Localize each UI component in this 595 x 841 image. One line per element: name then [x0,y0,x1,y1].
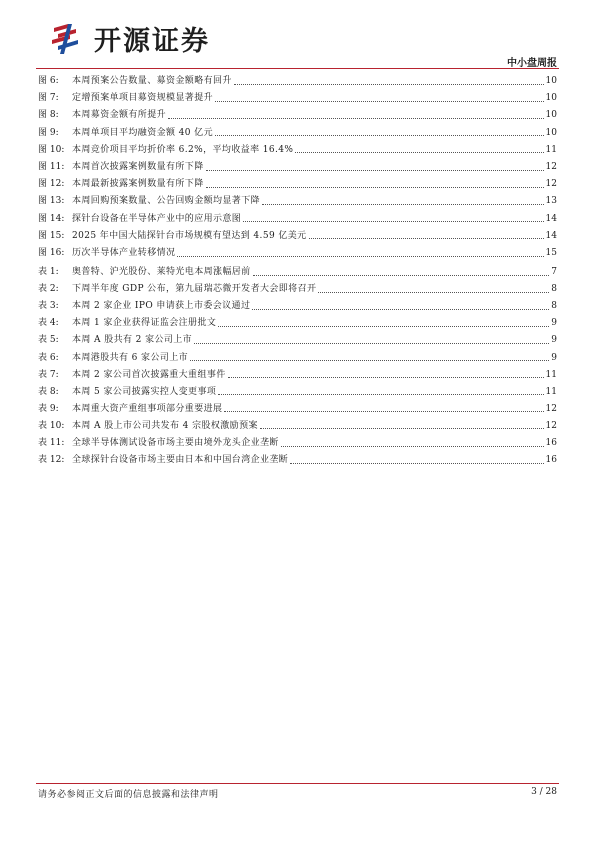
dot-leader [206,187,544,188]
figure-label: 图 12: [38,179,65,190]
table-title: 本周重大资产重组事项部分重要进展 [72,403,223,414]
figure-label: 图 9: [38,127,59,138]
figure-label: 图 7: [38,93,59,104]
table-label: 表 12: [38,455,65,466]
footer-disclaimer: 请务必参阅正文后面的信息披露和法律声明 [38,790,219,800]
figure-entry[interactable] [38,212,557,226]
table-label: 表 6: [38,352,59,363]
figure-entry[interactable] [38,229,557,243]
table-label: 表 5: [38,335,59,346]
table-entry[interactable] [38,299,557,313]
logo-mark-icon [48,20,92,56]
table-entry[interactable] [38,265,557,279]
table-page-number: 12 [545,420,557,431]
figure-page-number: 12 [545,179,557,190]
figure-page-number: 10 [545,110,557,121]
dot-leader [206,170,544,171]
dot-leader [218,394,543,395]
report-type-label: 中小盘周报 [507,58,557,69]
dot-leader [309,238,544,239]
header-rule [36,68,559,69]
table-page-number: 7 [551,267,557,277]
logo-text: 开源证券 [94,25,210,57]
figure-label: 图 8: [38,110,59,121]
dot-leader [243,221,543,222]
figure-page-number: 13 [545,196,557,207]
table-page-number: 8 [551,301,557,312]
table-label: 表 8: [38,386,59,397]
figure-title: 历次半导体产业转移情况 [72,248,176,258]
dot-leader [262,204,544,205]
figure-title: 本周回购预案数量、公告回购金额均显著下降 [72,196,261,207]
dot-leader [295,152,543,153]
dot-leader [218,326,549,327]
table-title: 本周 A 股共有 2 家公司上市 [72,335,193,346]
table-page-number: 8 [551,284,557,295]
table-label: 表 2: [38,284,59,295]
table-label: 表 7: [38,369,59,380]
figure-label: 图 15: [38,230,65,241]
figure-label: 图 11: [38,162,65,172]
table-entry[interactable] [38,419,557,433]
dot-leader [168,118,544,119]
dot-leader [228,377,544,378]
table-page-number: 9 [551,318,557,329]
table-entry[interactable] [38,333,557,347]
figure-title: 本周最新披露案例数量有所下降 [72,179,204,190]
table-page-number: 9 [551,335,557,346]
figure-entry[interactable] [38,177,557,191]
figure-title: 探针台设备在半导体产业中的应用示意图 [72,213,242,224]
table-label: 表 1: [38,267,59,277]
table-title: 本周 2 家企业 IPO 申请获上市委会议通过 [72,301,251,312]
table-label: 表 11: [38,438,65,448]
table-title: 下周半年度 GDP 公布，第九届瑞芯微开发者大会即将召开 [72,284,317,295]
dot-leader [224,411,543,412]
figure-entry[interactable] [38,91,557,105]
figure-page-number: 15 [545,248,557,258]
figure-label: 图 13: [38,196,65,207]
figure-title: 本周竞价项目平均折价率 6.2%，平均收益率 16.4% [72,144,294,155]
figure-page-number: 10 [545,127,557,138]
figure-entry[interactable] [38,194,557,208]
table-title: 全球探针台设备市场主要由日本和中国台湾企业垄断 [72,455,289,466]
figure-title: 本周募资金额有所提升 [72,110,167,121]
table-title: 奥普特、沪光股份、莱特光电本周涨幅居前 [72,267,251,277]
figure-page-number: 12 [545,162,557,172]
figure-entry[interactable] [38,74,557,88]
table-entry[interactable] [38,316,557,330]
figure-page-number: 11 [545,144,557,155]
figure-title: 定增预案单项目募资规模显著提升 [72,93,214,104]
table-title: 本周 5 家公司披露实控人变更事项 [72,386,217,397]
figure-entry[interactable] [38,160,557,174]
figure-entry[interactable] [38,246,557,260]
figure-label: 图 16: [38,248,65,258]
footer-rule [36,783,559,784]
table-label: 表 3: [38,301,59,312]
dot-leader [190,360,549,361]
table-title: 全球半导体测试设备市场主要由境外龙头企业垄断 [72,438,279,448]
figure-label: 图 10: [38,144,65,155]
figure-entry[interactable] [38,143,557,157]
table-entry[interactable] [38,436,557,450]
figure-page-number: 10 [545,76,557,86]
figure-page-number: 14 [545,230,557,241]
dot-leader [215,135,544,136]
page-number: 3 / 28 [531,787,557,797]
dot-leader [253,275,550,276]
table-page-number: 11 [545,369,557,380]
table-label: 表 10: [38,420,65,431]
table-page-number: 11 [545,386,557,397]
dot-leader [318,292,549,293]
dot-leader [260,428,544,429]
figure-title: 本周单项目平均融资金额 40 亿元 [72,127,213,138]
table-page-number: 16 [545,455,557,466]
dot-leader [234,84,544,85]
table-title: 本周 2 家公司首次披露重大重组事件 [72,369,226,380]
table-title: 本周 1 家企业获得证监会注册批文 [72,318,217,329]
table-page-number: 12 [545,403,557,414]
figure-label: 图 14: [38,213,65,224]
figure-entry[interactable] [38,108,557,122]
table-title: 本周港股共有 6 家公司上市 [72,352,189,363]
table-title: 本周 A 股上市公司共发布 4 宗股权激励预案 [72,420,258,431]
figure-entry[interactable] [38,126,557,140]
table-entry[interactable] [38,368,557,382]
table-label: 表 9: [38,403,59,414]
figure-title: 本周预案公告数量、募资金额略有回升 [72,76,232,86]
table-entry[interactable] [38,453,557,467]
table-entry[interactable] [38,385,557,399]
table-page-number: 16 [545,438,557,448]
figure-label: 图 6: [38,76,59,86]
dot-leader [215,101,544,102]
dot-leader [290,463,543,464]
figure-title: 本周首次披露案例数量有所下降 [72,162,204,172]
dot-leader [194,343,549,344]
table-page-number: 9 [551,352,557,363]
table-entry[interactable] [38,282,557,296]
table-entry[interactable] [38,351,557,365]
company-logo [48,20,210,56]
figure-page-number: 10 [545,93,557,104]
dot-leader [252,309,549,310]
figure-page-number: 14 [545,213,557,224]
table-label: 表 4: [38,318,59,329]
table-entry[interactable] [38,402,557,416]
dot-leader [177,256,543,257]
figure-title: 2025 年中国大陆探针台市场规模有望达到 4.59 亿美元 [72,230,307,241]
dot-leader [281,446,544,447]
